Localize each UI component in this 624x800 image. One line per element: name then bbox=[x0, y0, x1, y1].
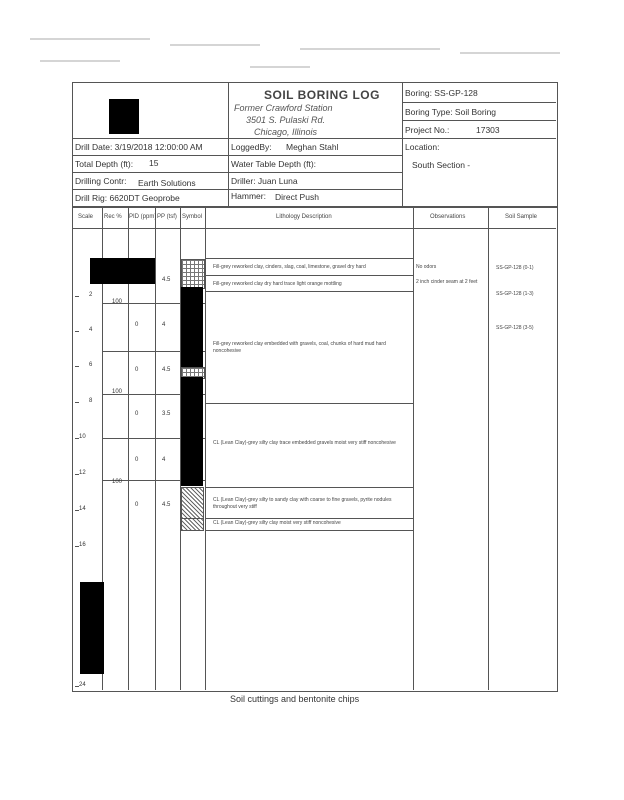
soil-sample: SS-GP-128 (1-3) bbox=[496, 291, 534, 297]
site-address: 3501 S. Pulaski Rd. bbox=[246, 115, 326, 125]
col-lithology: Lithology Description bbox=[276, 214, 332, 220]
water-table: Water Table Depth (ft): bbox=[231, 159, 317, 169]
boring-id: Boring: SS-GP-128 bbox=[405, 88, 478, 98]
col-scale: Scale bbox=[78, 214, 94, 220]
pp-value: 4 bbox=[162, 322, 166, 328]
col-pid: PID (ppm) bbox=[129, 214, 157, 220]
lithology-description: Fill-grey reworked clay, cinders, slag, coal, limestone, gravel dry hard bbox=[213, 264, 366, 270]
observation: No odors bbox=[416, 264, 437, 270]
col-observations: Observations bbox=[430, 214, 466, 220]
drill-date: Drill Date: 3/19/2018 12:00:00 AM bbox=[75, 142, 203, 152]
scan-noise bbox=[300, 48, 440, 50]
lithology-description: CL (Lean Clay)-grey silty clay trace embedded gravels moist very stiff noncohesive bbox=[213, 440, 396, 446]
redacted-area bbox=[80, 582, 104, 674]
fill-symbol bbox=[181, 259, 205, 289]
fill-symbol-dark bbox=[181, 287, 203, 367]
observation: 2 inch cinder seam at 2 feet bbox=[416, 279, 478, 285]
logged-by-label: LoggedBy: bbox=[231, 142, 272, 152]
drilling-contr-label: Drilling Contr: bbox=[75, 176, 127, 186]
redacted-area bbox=[90, 258, 155, 284]
boring-type: Boring Type: Soil Boring bbox=[405, 107, 497, 117]
scan-noise bbox=[30, 38, 150, 40]
pid-value: 0 bbox=[135, 367, 139, 373]
scan-noise bbox=[170, 44, 260, 46]
scan-noise bbox=[460, 52, 560, 54]
project-no-label: Project No.: bbox=[405, 125, 450, 135]
rec-value: 100 bbox=[112, 479, 123, 485]
clay-symbol-hatched bbox=[181, 518, 204, 531]
lithology-description: Fill-grey reworked clay embedded with gravels, coal, chunks of hard mud hard noncohesive bbox=[213, 341, 386, 354]
col-soil-sample: Soil Sample bbox=[505, 214, 538, 220]
pid-value: 0 bbox=[135, 322, 139, 328]
scale-tick: 12 bbox=[79, 470, 86, 476]
project-no: 17303 bbox=[476, 125, 500, 135]
soil-sample: SS-GP-128 (0-1) bbox=[496, 265, 534, 271]
scale-tick: 14 bbox=[79, 506, 86, 512]
scale-tick: 4 bbox=[89, 327, 93, 333]
soil-sample: SS-GP-128 (3-5) bbox=[496, 325, 534, 331]
clay-symbol bbox=[181, 377, 203, 486]
redacted-logo bbox=[109, 99, 139, 134]
rec-value: 100 bbox=[112, 299, 123, 305]
drilling-contr: Earth Solutions bbox=[138, 178, 196, 188]
total-depth-label: Total Depth (ft): bbox=[75, 159, 134, 169]
hammer: Direct Push bbox=[275, 192, 319, 202]
col-rec: Rec % bbox=[104, 214, 122, 220]
drill-rig: Drill Rig: 6620DT Geoprobe bbox=[75, 193, 180, 203]
scan-noise bbox=[250, 66, 310, 68]
location-label: Location: bbox=[405, 142, 440, 152]
lithology-description: CL (Lean Clay)-grey silty to sandy clay with coarse to fine gravels, pyrite nodules throughout very stiff bbox=[213, 497, 392, 510]
footer-note: Soil cuttings and bentonite chips bbox=[230, 694, 360, 704]
scale-tick: 2 bbox=[89, 292, 93, 298]
logged-by: Meghan Stahl bbox=[286, 142, 339, 152]
pid-value: 0 bbox=[135, 457, 139, 463]
hammer-label: Hammer: bbox=[231, 191, 266, 201]
pid-value: 0 bbox=[135, 502, 139, 508]
location-value: South Section - bbox=[412, 160, 471, 170]
scale-tick: 8 bbox=[89, 398, 93, 404]
scale-tick: 16 bbox=[79, 542, 86, 548]
col-symbol: Symbol bbox=[182, 214, 203, 220]
pp-value: 4.5 bbox=[162, 277, 171, 283]
sandy-clay-symbol bbox=[181, 487, 204, 519]
pp-value: 4.5 bbox=[162, 502, 171, 508]
pp-value: 4 bbox=[162, 457, 166, 463]
scale-tick: 6 bbox=[89, 362, 93, 368]
site-city: Chicago, Illinois bbox=[254, 127, 318, 137]
lithology-description: CL (Lean Clay)-grey silty clay moist very stiff noncohesive bbox=[213, 520, 341, 526]
page-title: SOIL BORING LOG bbox=[264, 88, 380, 102]
col-pp: PP (tsf) bbox=[157, 214, 177, 220]
pp-value: 3.5 bbox=[162, 411, 171, 417]
total-depth: 15 bbox=[149, 158, 159, 168]
driller: Driller: Juan Luna bbox=[231, 176, 298, 186]
pid-value: 0 bbox=[135, 411, 139, 417]
scale-tick: 10 bbox=[79, 434, 86, 440]
scale-tick: 24 bbox=[79, 682, 86, 688]
lithology-description: Fill-grey reworked clay dry hard trace light orange mottling bbox=[213, 281, 342, 287]
site-name: Former Crawford Station bbox=[234, 103, 333, 113]
rec-value: 100 bbox=[112, 389, 123, 395]
pp-value: 4.5 bbox=[162, 367, 171, 373]
scan-noise bbox=[40, 60, 120, 62]
